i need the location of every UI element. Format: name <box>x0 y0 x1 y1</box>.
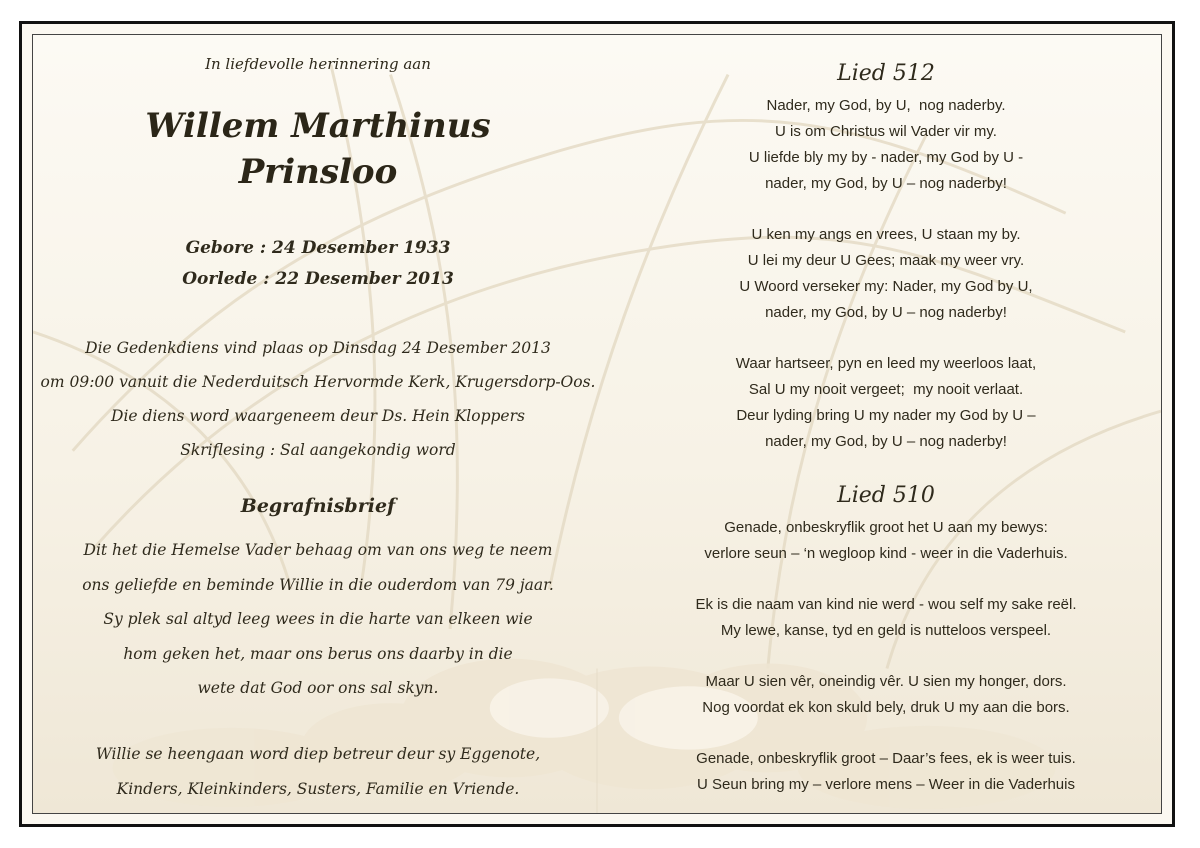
hymn-line: Nog voordat ek kon skuld bely, druk U my aan die bors. <box>702 699 1070 716</box>
hymn-line: U Seun bring my – verlore mens – Weer in die Vaderhuis <box>697 776 1075 793</box>
hymn-line: nader, my God, by U – nog naderby! <box>765 433 1007 450</box>
stanza-gap <box>603 644 1162 669</box>
intro-line: In liefdevolle herinnering aan <box>205 55 431 73</box>
hymn-line: U ken my angs en vrees, U staan my by. <box>751 226 1021 243</box>
funeral-letter-title: Begrafnisbrief <box>240 495 396 517</box>
name-line-2: Prinsloo <box>238 152 398 192</box>
birth-date: Gebore : 24 Desember 1933 <box>185 238 451 258</box>
life-dates <box>33 233 603 295</box>
letter-line: wete dat God oor ons sal skyn. <box>197 679 439 697</box>
death-date: Oorlede : 22 Desember 2013 <box>182 269 454 289</box>
hymn-line: U liefde bly my by - nader, my God by U - <box>748 149 1024 166</box>
stanza-gap <box>603 721 1162 746</box>
hymn-line: My lewe, kanse, tyd en geld is nutteloos verspeel. <box>720 622 1052 639</box>
service-line: Skriflesing : Sal aangekondig word <box>180 441 456 459</box>
hymn-512-lyrics <box>603 93 1162 455</box>
stanza-gap <box>603 197 1162 222</box>
right-panel <box>603 35 1162 813</box>
hymn-510-title: Lied 510 <box>837 483 935 508</box>
hymn-line: nader, my God, by U – nog naderby! <box>765 304 1007 321</box>
hymn-512-title: Lied 512 <box>837 61 935 86</box>
card-inner-frame <box>32 34 1162 814</box>
letter-line: Sy plek sal altyd leeg wees in die harte van elkeen wie <box>103 610 533 628</box>
left-panel <box>33 35 603 813</box>
letter-line: Dit het die Hemelse Vader behaag om van ons weg te neem <box>83 541 553 559</box>
service-line: Die diens word waargeneem deur Ds. Hein Kloppers <box>111 407 525 425</box>
hymn-line: Maar U sien vêr, oneindig vêr. U sien my honger, dors. <box>705 673 1067 690</box>
hymn-line: Ek is die naam van kind nie werd - wou self my sake reël. <box>695 596 1077 613</box>
memorial-card <box>19 21 1175 827</box>
mourners-note <box>33 737 603 806</box>
hymn-line: Genade, onbeskryflik groot het U aan my bewys: <box>724 519 1048 536</box>
letter-line: ons geliefde en beminde Willie in die ouderdom van 79 jaar. <box>82 575 554 594</box>
hymn-line: Nader, my God, by U, nog naderby. <box>766 97 1006 114</box>
hymn-line: nader, my God, by U – nog naderby! <box>765 175 1007 192</box>
hymn-line: Waar hartseer, pyn en leed my weerloos laat, <box>735 355 1037 372</box>
closing-line: Kinders, Kleinkinders, Susters, Familie en Vriende. <box>116 779 520 798</box>
service-line: om 09:00 vanuit die Nederduitsch Hervormde Kerk, Krugersdorp-Oos. <box>40 373 596 391</box>
stanza-gap <box>603 567 1162 592</box>
letter-line: hom geken het, maar ons berus ons daarby in die <box>123 644 513 663</box>
hymn-line: Deur lyding bring U my nader my God by U – <box>736 407 1036 424</box>
hymn-line: U Woord verseker my: Nader, my God by U, <box>739 278 1033 295</box>
service-line: Die Gedenkdiens vind plaas op Dinsdag 24 Desember 2013 <box>85 339 551 357</box>
hymn-line: U is om Christus wil Vader vir my. <box>775 123 997 140</box>
name-line-1: Willem Marthinus <box>145 106 491 146</box>
funeral-letter <box>33 533 603 706</box>
deceased-name <box>33 103 603 195</box>
hymn-line: Genade, onbeskryflik groot – Daar’s fees, ek is weer tuis. <box>696 750 1076 767</box>
hymn-line: verlore seun – ‘n wegloop kind - weer in die Vaderhuis. <box>704 545 1068 562</box>
hymn-line: Sal U my nooit vergeet; my nooit verlaat. <box>748 381 1024 398</box>
hymn-line: U lei my deur U Gees; maak my weer vry. <box>747 252 1025 269</box>
hymn-510-lyrics <box>603 515 1162 798</box>
closing-line: Willie se heengaan word diep betreur deur sy Eggenote, <box>95 745 541 763</box>
service-details <box>33 331 603 467</box>
stanza-gap <box>603 326 1162 351</box>
